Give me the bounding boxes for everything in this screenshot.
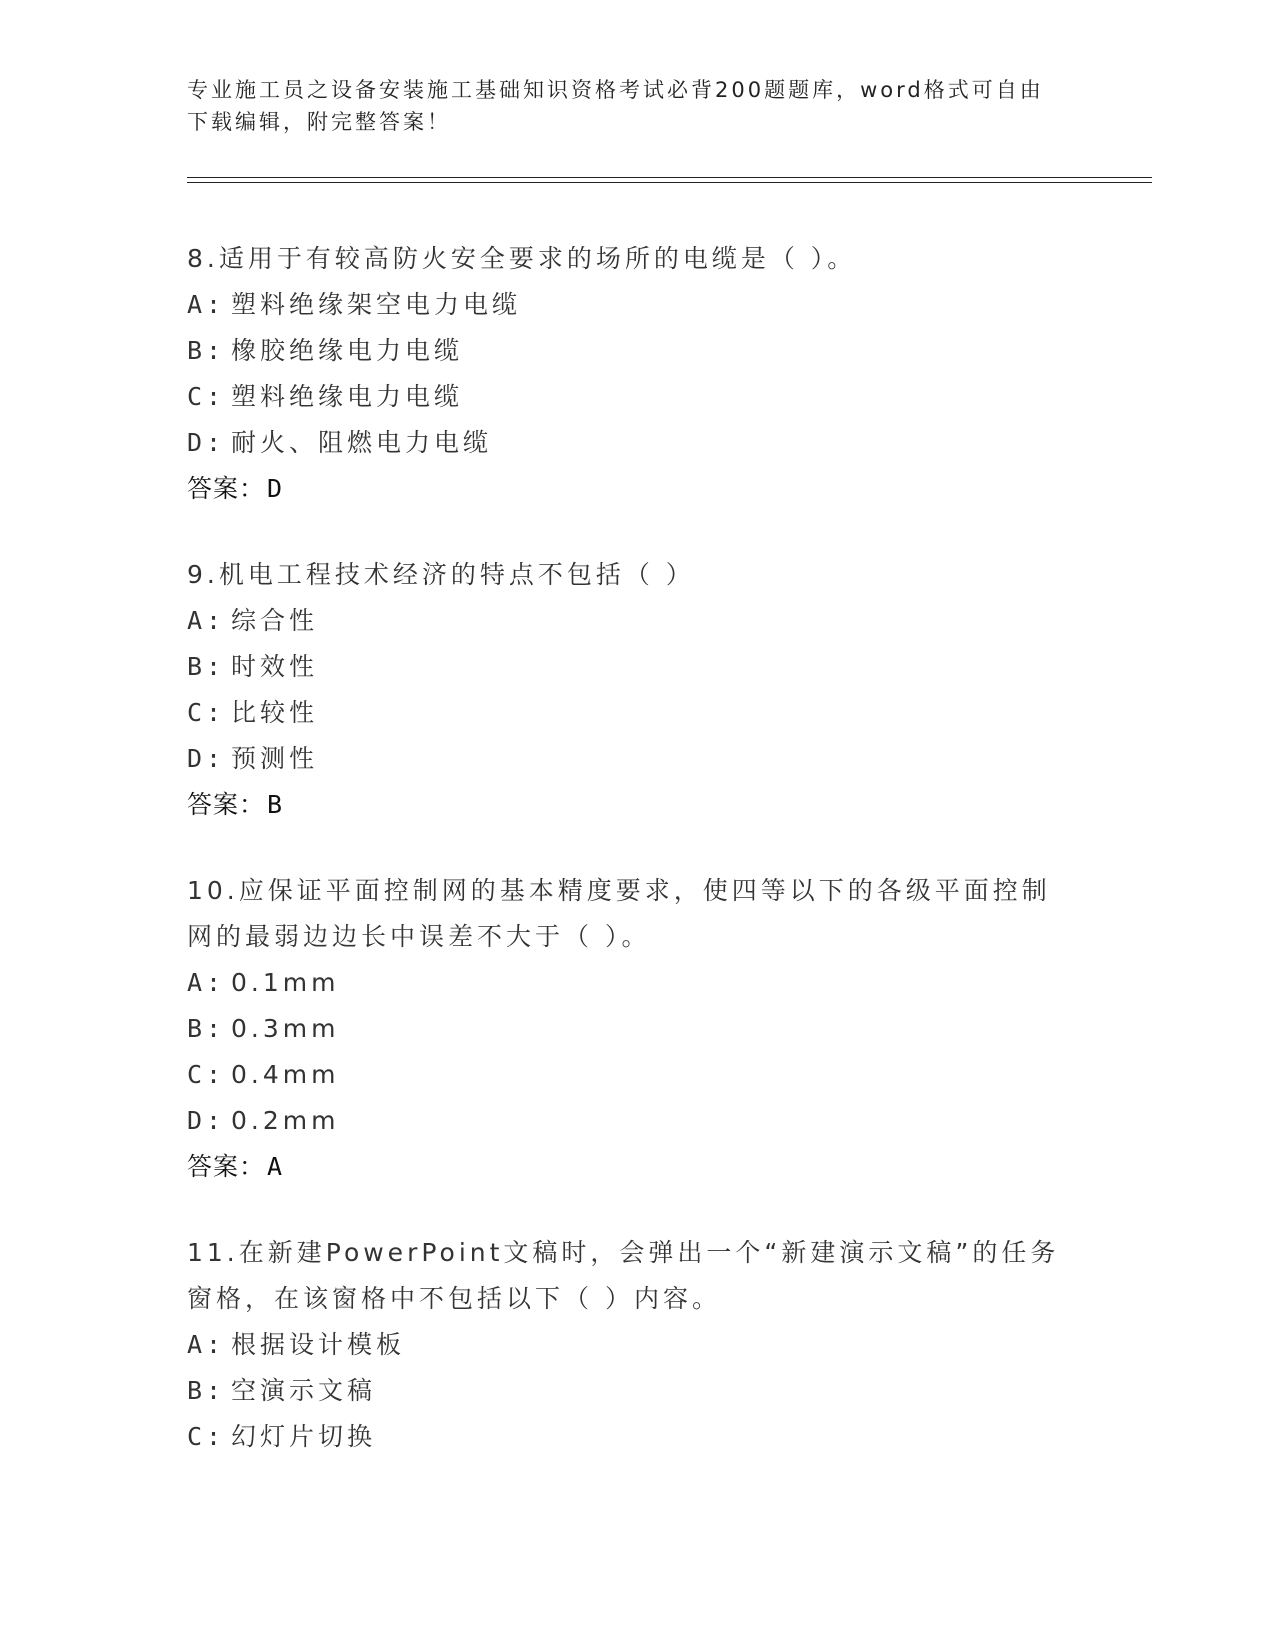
option-key: B: — [187, 336, 226, 365]
option-c — [187, 1414, 1067, 1460]
header-divider-bottom — [187, 182, 1152, 183]
option-b — [187, 1368, 1067, 1414]
option-key: B: — [187, 1014, 226, 1043]
option-key: A: — [187, 1330, 226, 1359]
option-key: A: — [187, 968, 226, 997]
question-11 — [187, 1230, 1067, 1460]
answer-label: 答案： — [187, 474, 266, 503]
question-stem: 11.在新建PowerPoint文稿时，会弹出一个“新建演示文稿”的任务窗格，在该窗格中不包括以下（ ）内容。 — [187, 1238, 1060, 1313]
answer-line — [187, 782, 1067, 828]
question-stem: 9.机电工程技术经济的特点不包括（ ） — [187, 560, 695, 589]
header-divider-top — [187, 177, 1152, 178]
option-d — [187, 736, 1067, 782]
option-b — [187, 1006, 1067, 1052]
option-c — [187, 1052, 1067, 1098]
option-c — [187, 690, 1067, 736]
option-text: 0.2mm — [231, 1106, 340, 1135]
option-text: 综合性 — [231, 606, 319, 635]
option-a — [187, 282, 1067, 328]
document-header — [187, 74, 1067, 138]
option-text: 橡胶绝缘电力电缆 — [231, 336, 464, 365]
option-text: 根据设计模板 — [231, 1330, 406, 1359]
option-d — [187, 420, 1067, 466]
answer-line — [187, 466, 1067, 512]
question-9 — [187, 552, 1067, 828]
option-a — [187, 598, 1067, 644]
question-list — [187, 236, 1067, 1500]
option-text: 时效性 — [231, 652, 319, 681]
question-stem: 8.适用于有较高防火安全要求的场所的电缆是（ ）。 — [187, 244, 857, 273]
option-text: 预测性 — [231, 744, 319, 773]
option-text: 0.3mm — [231, 1014, 340, 1043]
option-key: C: — [187, 1060, 226, 1089]
answer-value: A — [267, 1152, 284, 1181]
option-text: 塑料绝缘架空电力电缆 — [231, 290, 522, 319]
option-text: 0.4mm — [231, 1060, 340, 1089]
answer-value: B — [267, 790, 284, 819]
option-text: 耐火、阻燃电力电缆 — [231, 428, 493, 457]
option-text: 比较性 — [231, 698, 319, 727]
option-key: D: — [187, 428, 226, 457]
option-key: C: — [187, 698, 226, 727]
option-key: B: — [187, 1376, 226, 1405]
option-key: D: — [187, 1106, 226, 1135]
option-key: A: — [187, 290, 226, 319]
option-key: D: — [187, 744, 226, 773]
option-key: C: — [187, 382, 226, 411]
option-b — [187, 644, 1067, 690]
option-text: 0.1mm — [231, 968, 340, 997]
answer-label: 答案： — [187, 1152, 266, 1181]
question-stem: 10.应保证平面控制网的基本精度要求，使四等以下的各级平面控制网的最弱边边长中误差不大于（ ）。 — [187, 876, 1051, 951]
option-key: A: — [187, 606, 226, 635]
option-text: 空演示文稿 — [231, 1376, 377, 1405]
option-key: B: — [187, 652, 226, 681]
answer-line — [187, 1144, 1067, 1190]
option-text: 幻灯片切换 — [231, 1422, 377, 1451]
answer-label: 答案： — [187, 790, 266, 819]
option-d — [187, 1098, 1067, 1144]
option-a — [187, 1322, 1067, 1368]
answer-value: D — [267, 474, 284, 503]
option-a — [187, 960, 1067, 1006]
option-text: 塑料绝缘电力电缆 — [231, 382, 464, 411]
option-b — [187, 328, 1067, 374]
option-key: C: — [187, 1422, 226, 1451]
question-8 — [187, 236, 1067, 512]
option-c — [187, 374, 1067, 420]
header-title: 专业施工员之设备安装施工基础知识资格考试必背200题题库，word格式可自由下载编辑，附完整答案！ — [187, 78, 1044, 134]
question-10 — [187, 868, 1067, 1190]
